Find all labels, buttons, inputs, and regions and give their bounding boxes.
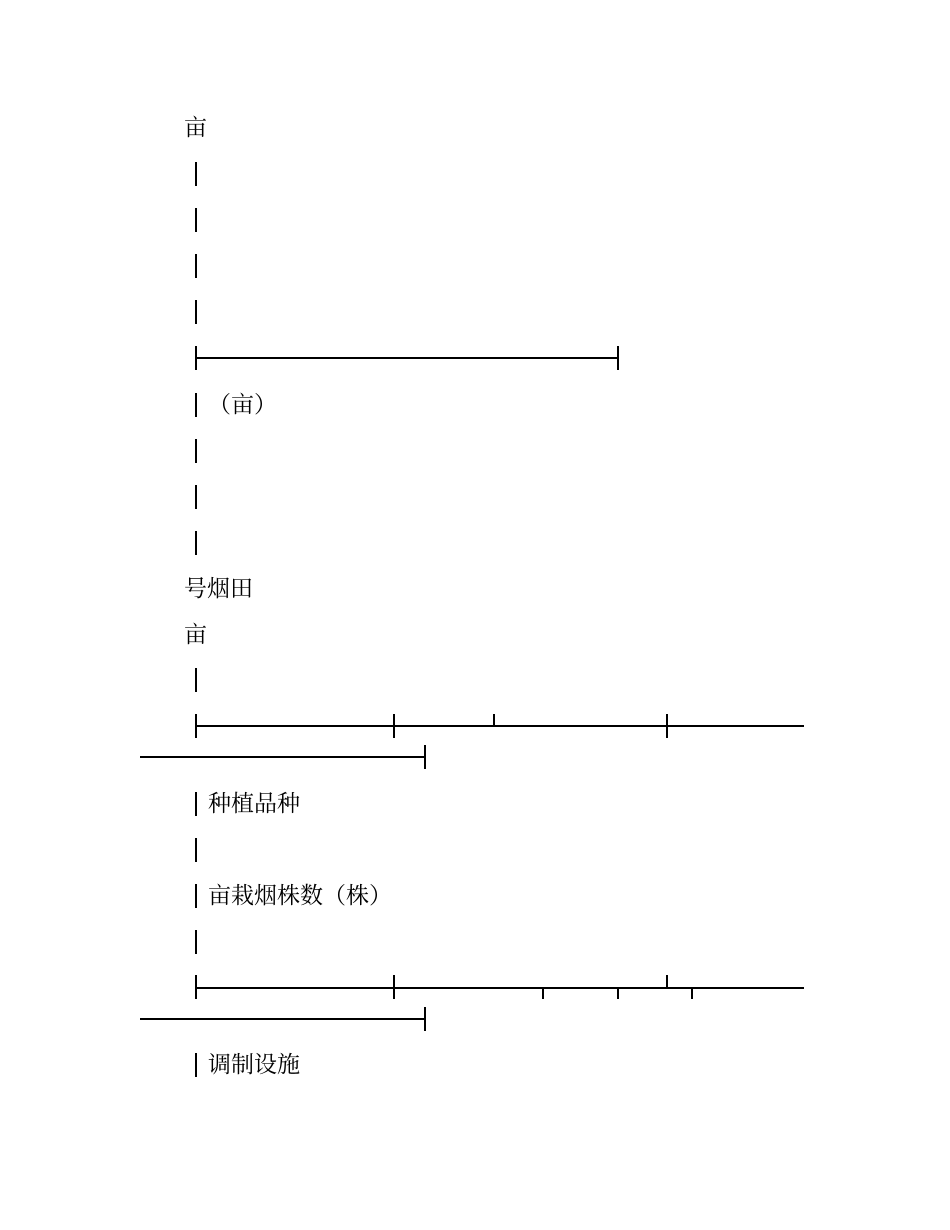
table-border-v <box>195 792 197 816</box>
table-border-tick <box>393 975 395 999</box>
table-border-v <box>195 668 197 692</box>
text-variety: 种植品种 <box>208 791 300 817</box>
table-border-v <box>195 162 197 186</box>
table-border-tick <box>393 714 395 738</box>
table-border-v <box>195 838 197 862</box>
table-border-h <box>140 756 426 758</box>
table-border-v <box>195 485 197 509</box>
table-border-h <box>195 357 619 359</box>
table-border-h <box>195 725 804 727</box>
table-border-v <box>195 1053 197 1077</box>
table-border-tick <box>666 714 668 738</box>
table-border-tick <box>691 987 693 999</box>
text-mu-2: 亩 <box>184 622 207 648</box>
table-border-tick <box>542 987 544 999</box>
table-border-v <box>195 930 197 954</box>
table-border-tick <box>666 975 668 988</box>
table-border-v <box>195 439 197 463</box>
text-plants-per-mu: 亩栽烟株数（株） <box>208 883 392 909</box>
table-border-v <box>195 300 197 324</box>
table-border-tick <box>424 745 426 769</box>
table-border-tick <box>617 346 619 370</box>
table-border-h <box>195 987 804 989</box>
text-curing: 调制设施 <box>208 1052 300 1078</box>
table-border-v <box>195 208 197 232</box>
text-field-no: 号烟田 <box>184 576 253 602</box>
text-mu-1: 亩 <box>184 115 207 141</box>
table-border-v <box>195 884 197 908</box>
table-border-tick <box>424 1007 426 1031</box>
table-border-v <box>195 531 197 555</box>
table-border-v <box>195 254 197 278</box>
table-border-h <box>140 1018 426 1020</box>
table-border-tick <box>617 987 619 999</box>
table-border-v <box>195 393 197 417</box>
table-border-tick <box>493 714 495 726</box>
text-mu-unit: （亩） <box>208 392 277 418</box>
